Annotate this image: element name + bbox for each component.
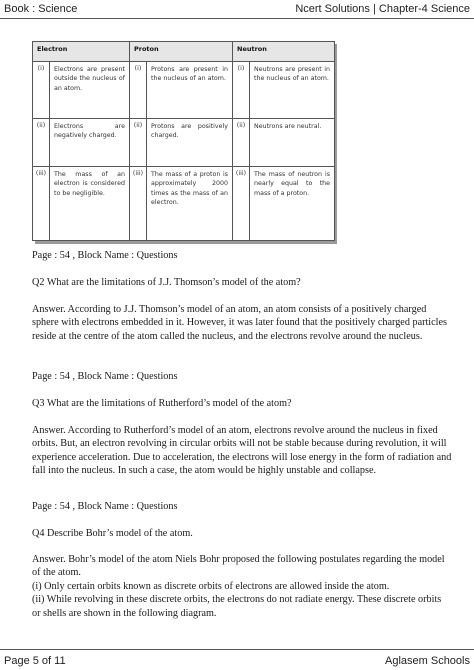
row-number: (i) (130, 62, 147, 119)
table-row (33, 62, 335, 119)
row-number: (ii) (130, 119, 147, 167)
footer-brand: Aglasem Schools (385, 655, 470, 667)
page-header (0, 0, 474, 19)
row-number: (iii) (233, 167, 250, 241)
comparison-table (32, 41, 335, 241)
row-number: (ii) (233, 119, 250, 167)
electron-cell: Electrons are negatively charged. (50, 119, 130, 167)
neutron-cell: Neutrons are present in the nucleus of an atom. (250, 62, 335, 119)
question-text: Q2 What are the limitations of J.J. Thomson’s model of the atom? (32, 277, 301, 288)
electron-cell: Electrons are present outside the nucleus of an atom. (50, 62, 130, 119)
row-number: (ii) (33, 119, 50, 167)
row-number: (i) (233, 62, 250, 119)
header-proton: Proton (130, 42, 233, 62)
electron-cell: The mass of an electron is considered to be negligible. (50, 167, 130, 241)
question-text: Q4 Describe Bohr’s model of the atom. (32, 528, 193, 539)
proton-cell: Protons are present in the nucleus of an atom. (147, 62, 233, 119)
chapter-label: Ncert Solutions | Chapter-4 Science (295, 3, 470, 15)
neutron-cell: Neutrons are neutral. (250, 119, 335, 167)
proton-cell: Protons are positively charged. (147, 119, 233, 167)
postulate-item: (ii) While revolving in these discrete orbits, the electrons do not radiate energy. These discrete orbits or shells are shown in the following diagram. (32, 594, 442, 619)
question-text: Q3 What are the limitations of Rutherford’s model of the atom? (32, 398, 292, 409)
page-footer (0, 649, 474, 670)
table-header-row (33, 42, 335, 62)
answer-text: Answer. According to Rutherford’s model of an atom, electrons revolve around the nucleus in fixed orbits. But, an electron revolving in circular orbits will not be stable because during revolution, it will experience acceleration. Due to acceleration, the electrons will lose energy in the form of radiation and fall into the nucleus. In such a case, the atom would be highly unstable and collapse. (32, 425, 452, 477)
header-neutron: Neutron (233, 42, 335, 62)
table-row (33, 167, 335, 241)
comparison-table-container (32, 41, 334, 241)
header-electron: Electron (33, 42, 130, 62)
postulate-item: (i) Only certain orbits known as discrete orbits of electrons are allowed inside the atom. (32, 580, 390, 592)
row-number: (iii) (33, 167, 50, 241)
book-label: Book : Science (4, 3, 78, 15)
answer-text: Answer. Bohr’s model of the atom Niels Bohr proposed the following postulates regarding the model of the atom. (32, 554, 445, 579)
row-number: (iii) (130, 167, 147, 241)
page-block-label: Page : 54 , Block Name : Questions (32, 250, 178, 261)
table-row (33, 119, 335, 167)
row-number: (i) (33, 62, 50, 119)
answer-section (32, 553, 452, 620)
page-block-label: Page : 54 , Block Name : Questions (32, 501, 178, 512)
neutron-cell: The mass of neutron is nearly equal to the mass of a proton. (250, 167, 335, 241)
page-block-label: Page : 54 , Block Name : Questions (32, 371, 178, 382)
page-number: Page 5 of 11 (4, 655, 66, 667)
answer-text: Answer. According to J.J. Thomson’s model of an atom, an atom consists of a positively charged sphere with electrons embedded in it. However, it was later found that the positively charged particles reside at the centre of the atom called the nucleus, and the electrons revolve around the nucleus. (32, 304, 447, 342)
proton-cell: The mass of a proton is approximately 2000 times as the mass of an electron. (147, 167, 233, 241)
